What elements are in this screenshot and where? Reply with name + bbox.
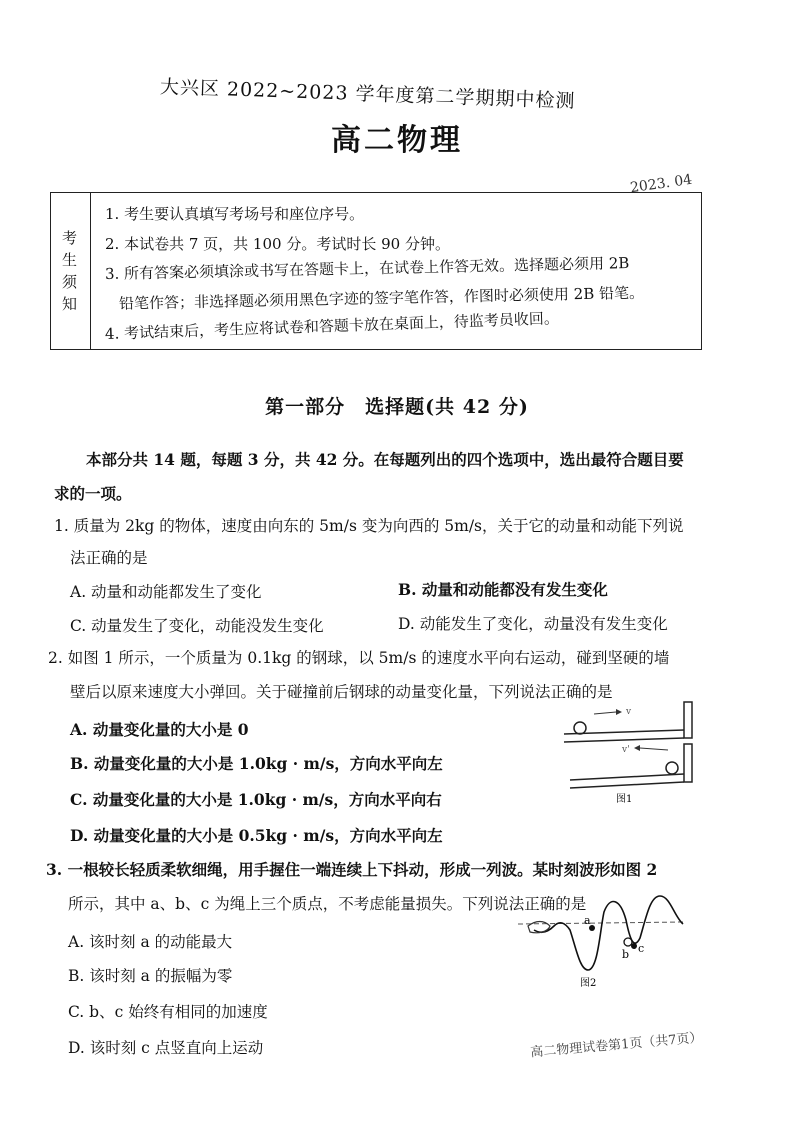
question-2-option-d: D. 动量变化量的大小是 0.5kg · m/s，方向水平向左 [70,826,443,845]
section-intro: 求的一项。 [54,484,132,503]
figure-2-diagram [518,890,688,990]
section-title: 第一部分 选择题(共 42 分) [265,396,529,418]
exam-header: 大兴区 2022~2023 学年度第二学期期中检测 [159,76,576,113]
page-footer: 高二物理试卷第1页（共7页） [529,1030,704,1061]
velocity-arrow [594,712,616,714]
question-3-option-b: B. 该时刻 a 的振幅为零 [68,967,233,985]
rebound-velocity-label: v' [622,745,630,755]
figure-1-diagram [560,698,710,808]
notice-label [51,193,91,349]
point-b-label: b [622,948,630,961]
point-a-label: a [584,914,591,927]
equilibrium-line [518,922,683,924]
question-1-option-c: C. 动量发生了变化，动能没发生变化 [70,617,324,635]
question-3-stem: 3. 一根较长轻质柔软细绳，用手握住一端连续上下抖动，形成一列波。某时刻波形如图 2 [46,860,658,879]
figure-2-caption: 图2 [580,978,597,989]
figure-1-bottom-track [570,744,692,788]
question-2-option-a: A. 动量变化量的大小是 0 [70,720,249,739]
notice-item: 3. 所有答案必须填涂或书写在答题卡上，在试卷上作答无效。选择题必须用 2B [104,254,630,283]
question-2-stem: 壁后以原来速度大小弹回。关于碰撞前后钢球的动量变化量，下列说法正确的是 [70,683,613,701]
question-1-option-d: D. 动能发生了变化，动量没有发生变化 [398,615,668,633]
notice-item: 铅笔作答；非选择题必须用黑色字迹的签字笔作答，作图时必须使用 2B 铅笔。 [118,283,645,313]
steel-ball-rebound [666,762,678,774]
question-3-option-d: D. 该时刻 c 点竖直向上运动 [68,1039,264,1057]
candidate-notice-box [50,192,702,350]
velocity-arrow-head [616,709,622,715]
point-b [624,938,632,946]
notice-label-char: 生 [61,251,79,269]
question-2-stem: 2. 如图 1 所示，一个质量为 0.1kg 的钢球，以 5m/s 的速度水平向右运动，碰到坚硬的墙 [48,649,670,667]
question-2-option-c: C. 动量变化量的大小是 1.0kg · m/s，方向水平向右 [70,790,442,809]
exam-date: 2023. 04 [629,171,694,197]
notice-item: 1. 考生要认真填写考场号和座位序号。 [105,205,365,223]
question-1-stem: 1. 质量为 2kg 的物体，速度由向东的 5m/s 变为向西的 5m/s，关于它的动量和动能下列说 [54,517,684,535]
notice-label-char: 须 [61,273,79,291]
question-1-option-a: A. 动量和动能都发生了变化 [70,583,262,601]
point-c [631,943,637,949]
rebound-arrow-head [634,745,640,751]
page-title: 高二物理 [331,123,463,158]
wave-rope [534,896,683,970]
question-3-option-a: A. 该时刻 a 的动能最大 [68,933,233,951]
question-1-stem: 法正确的是 [70,549,148,567]
notice-label-char: 知 [61,295,79,313]
point-c-label: c [638,942,645,955]
notice-label-char: 考 [61,229,79,247]
question-2-option-b: B. 动量变化量的大小是 1.0kg · m/s，方向水平向左 [70,754,443,773]
rebound-arrow [640,748,668,750]
notice-item: 2. 本试卷共 7 页，共 100 分。考试时长 90 分钟。 [105,235,450,253]
notice-list [105,199,695,349]
velocity-label: v [626,707,632,717]
section-intro: 本部分共 14 题，每题 3 分，共 42 分。在每题列出的四个选项中，选出最符合题目要 [86,450,684,469]
question-3-stem: 所示，其中 a、b、c 为绳上三个质点，不考虑能量损失。下列说法正确的是 [68,895,587,913]
question-1-option-b: B. 动量和动能都没有发生变化 [398,580,608,599]
notice-item: 4. 考试结束后，考生应将试卷和答题卡放在桌面上，待监考员收回。 [104,309,560,343]
steel-ball [574,722,586,734]
figure-1-caption: 图1 [616,794,633,805]
question-3-option-c: C. b、c 始终有相同的加速度 [68,1003,268,1021]
